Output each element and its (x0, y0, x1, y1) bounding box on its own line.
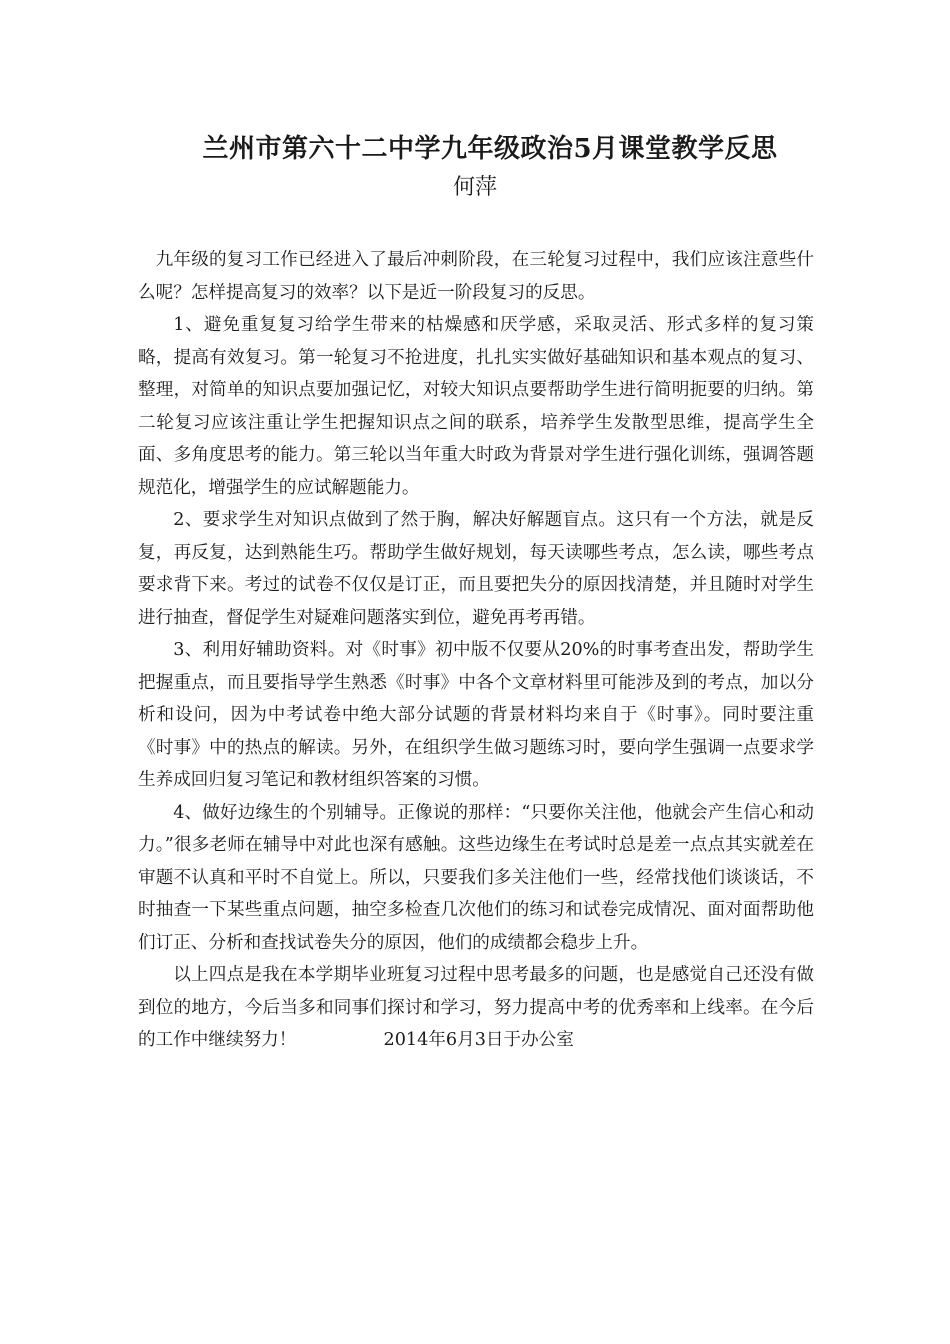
paragraph-conclusion (138, 959, 814, 1057)
paragraph-point-4: 4、做好边缘生的个别辅导。正像说的那样：“只要你关注他，他就会产生信心和动力。”很多老师在辅导中对此也深有感触。这些边缘生在考试时总是差一点点其实就差在审题不认真和平时不自觉上。所以，只要我们多关注他们一些，经常找他们谈谈话，不时抽查一下某些重点问题，抽空多检查几次他们的练习和试卷完成情况、面对面帮助他们订正、分析和查找试卷失分的原因，他们的成绩都会稳步上升。 (138, 802, 814, 953)
document-body (138, 244, 814, 1057)
paragraph-point-2: 2、要求学生对知识点做到了然于胸，解决好解题盲点。这只有一个方法，就是反复，再反复，达到熟能生巧。帮助学生做好规划，每天读哪些考点，怎么读，哪些考点要求背下来。考过的试卷不仅仅是订正，而且要把失分的原因找清楚，并且随时对学生进行抽查，督促学生对疑难问题落实到位，避免再考再错。 (138, 510, 814, 628)
closing-date: 2014年6月3日于办公室 (383, 1030, 574, 1050)
paragraph-point-1: 1、避免重复复习给学生带来的枯燥感和厌学感，采取灵活、形式多样的复习策略，提高有效复习。第一轮复习不抢进度，扎扎实实做好基础知识和基本观点的复习、整理，对简单的知识点要加强记忆，对较大知识点要帮助学生进行简明扼要的归纳。第二轮复习应该注重让学生把握知识点之间的联系，培养学生发散型思维，提高学生全面、多角度思考的能力。第三轮以当年重大时政为背景对学生进行强化训练，强调答题规范化，增强学生的应试解题能力。 (138, 315, 814, 498)
conclusion-text: 以上四点是我在本学期毕业班复习过程中思考最多的问题，也是感觉自己还没有做到位的地方，今后当多和同事们探讨和学习，努力提高中考的优秀率和上线率。在今后的工作中继续努力！ (138, 965, 814, 1050)
paragraph-intro: 九年级的复习工作已经进入了最后冲刺阶段，在三轮复习过程中，我们应该注意些什么呢？怎样提高复习的效率？以下是近一阶段复习的反思。 (138, 250, 814, 303)
document-title: 兰州市第六十二中学九年级政治5月课堂教学反思 (202, 134, 778, 164)
document-author: 何萍 (452, 175, 497, 200)
paragraph-point-3: 3、利用好辅助资料。对《时事》初中版不仅要从20%的时事考查出发，帮助学生把握重点，而且要指导学生熟悉《时事》中各个文章材料里可能涉及到的考点，加以分析和设问，因为中考试卷中绝大部分试题的背景材料均来自于《时事》。同时要注重《时事》中的热点的解读。另外，在组织学生做习题练习时，要向学生强调一点要求学生养成回归复习笔记和教材组织答案的习惯。 (138, 640, 814, 790)
